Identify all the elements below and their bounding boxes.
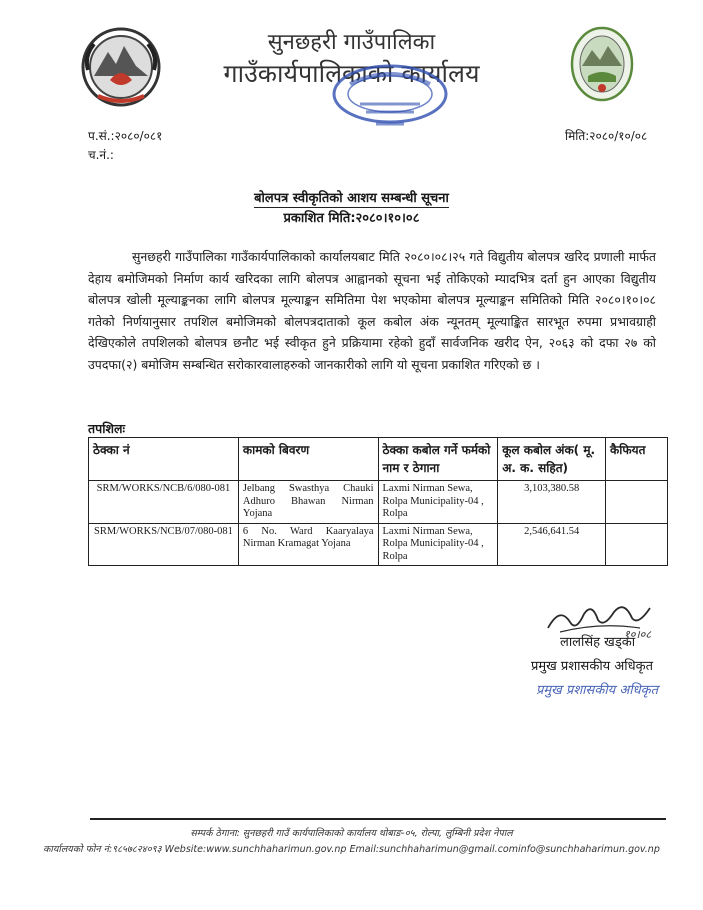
contract-no-cell: SRM/WORKS/NCB/6/080-081 [89,481,239,524]
table-caption: तपशिलः [88,421,125,436]
municipality-name: सुनछहरी गाउँपालिका [267,30,436,55]
dispatch-number: च.नं.: [88,148,114,162]
header-work-description: कामको बिवरण [238,438,378,481]
work-description-cell: Jelbang Swasthya Chauki Adhuro Bhawan Nirman Yojana [238,481,378,524]
reference-number: प.सं.:२०८०/०८१ [88,129,163,143]
office-name: गाउँकार्यपालिकाको कार्यालय [223,59,480,88]
published-date: प्रकाशित मिति:२०८०।१०।०८ [283,211,420,226]
notice-subject-text: बोलपत्र स्वीकृतिको आशय सम्बन्धी सूचना [254,191,449,206]
footer-contact: कार्यालयको फोन नं:९८५७८२४०९३ Website:www.sunchhaharimun.gov.np Email:sunchhaharimun@gmail.cominfo@sunchhaharimun.gov.np [43,844,660,855]
municipality-logo-icon [568,26,636,104]
office-seal-stamp-icon [330,64,450,132]
table-row [89,481,668,524]
notice-subject [0,188,703,206]
table-row [89,523,668,566]
table-header-row [89,438,668,481]
notice-body: सुनछहरी गाउँपालिका गाउँकार्यपालिकाको कार्यालयबाट मिति २०८०।०८।२५ गते विद्युतीय बोलपत्र खरिद प्रणाली मार्फत देहाय बमोजिमको निर्माण कार्य खरिदका लागि बोलपत्र आह्वानको सूचना भई तोकिएको म्यादभित्र दर्ता हुन आएका विद्युतीय बोलपत्र खोली मूल्याङ्कनका लागि बोलपत्र मूल्याङ्कन समितिमा पेश भएकोमा बोलपत्र मूल्याङ्कन समितिको मिति २०८०।१०।०८ गतेको निर्णयानुसार तपशिल बमोजिमको बोलपत्रदाताको कूल कबोल अंक न्यूनतम् मूल्याङ्कित सारभूत रुपमा प्रभावग्राही देखिएकोले तपशिलको बोलपत्र छनौट भई स्वीकृत हुने प्रक्रियामा रहेको हुदाँ सार्वजनिक खरीद ऐन, २०६३ को दफा २७ को उपदफा(२) बमोजिम सम्बन्धित सरोकारवालाहरुको जानकारीको लागि यो सूचना प्रकाशित गरिएको छ । [88,249,656,372]
contract-table [88,437,668,566]
bidder-cell: Laxmi Nirman Sewa, Rolpa Municipality-04 , Rolpa [378,481,498,524]
signatory-title: प्रमुख प्रशासकीय अधिकृत [531,659,654,674]
contract-no-cell: SRM/WORKS/NCB/07/080-081 [89,523,239,566]
header-bidder: ठेक्का कबोल गर्ने फर्मको नाम र ठेगाना [378,438,498,481]
work-description-cell: 6 No. Ward Kaaryalaya Nirman Kramagat Yojana [238,523,378,566]
letter-date: मिति:२०८०/१०/०८ [565,129,648,143]
footer-address: सम्पर्क ठेगाना: सुनछहरी गाउँ कार्यपालिकाको कार्यालय थोबाङ-०५, रोल्पा, लुम्बिनी प्रदेश नेपाल [190,828,513,839]
remarks-cell [606,481,668,524]
signatory-name: लालसिंह खड्का [560,635,636,650]
header-bid-amount: कूल कबोल अंक( मू. अ. क. सहित) [498,438,606,481]
signature-date: १०।०८ [624,628,652,641]
signatory-seal-title: प्रमुख प्रशासकीय अधिकृत [536,683,659,698]
bid-amount-cell: 3,103,380.58 [498,481,606,524]
header-remarks: कैफियत [606,438,668,481]
bid-amount-cell: 2,546,641.54 [498,523,606,566]
bidder-cell: Laxmi Nirman Sewa, Rolpa Municipality-04 , Rolpa [378,523,498,566]
header-contract-no: ठेक्का नं [89,438,239,481]
footer-divider [90,818,666,820]
remarks-cell [606,523,668,566]
